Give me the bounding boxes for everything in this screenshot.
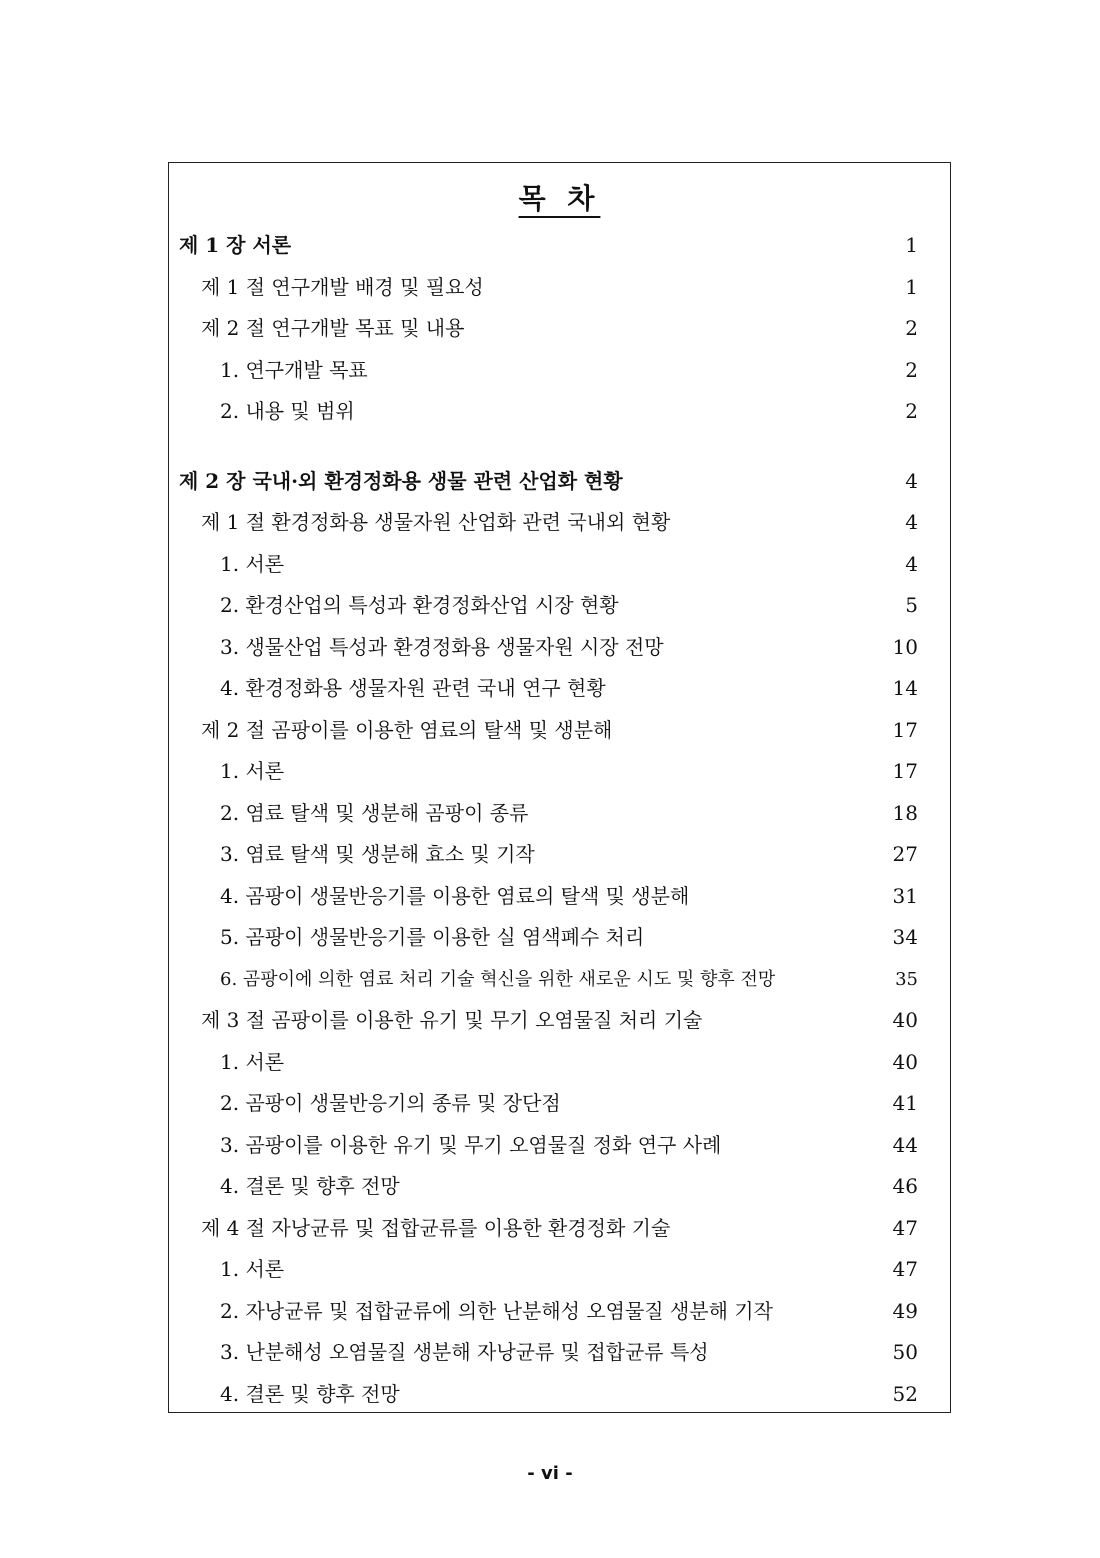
toc-entry-page: 31 [892, 883, 918, 908]
toc-entry-text: 제 3 절 곰팡이를 이용한 유기 및 무기 오염물질 처리 기술 [201, 1008, 703, 1032]
toc-entry-text: 1. 연구개발 목표 [220, 357, 368, 382]
toc-entry-page: 17 [892, 717, 918, 742]
toc-entry-text: 2. 곰팡이 생물반응기의 종류 및 장단점 [220, 1091, 561, 1115]
toc-entry-item[interactable] [169, 391, 950, 433]
toc-entry-page: 34 [892, 925, 918, 949]
toc-entry-item[interactable] [169, 585, 950, 627]
toc-entry-item[interactable] [169, 350, 950, 392]
toc-entry-text: 1. 서론 [220, 1257, 285, 1281]
toc-entry-item[interactable] [169, 1042, 950, 1084]
toc-entry-page: 46 [892, 1174, 918, 1198]
toc-entry-text: 2. 내용 및 범위 [220, 399, 355, 423]
toc-entry-text: 제 2 장 국내·외 환경정화용 생물 관련 산업화 현황 [179, 468, 623, 493]
toc-entry-chapter[interactable] [169, 225, 950, 267]
toc-entry-section[interactable] [169, 1000, 950, 1042]
toc-entry-text: 4. 결론 및 향후 전망 [220, 1381, 400, 1406]
toc-entry-text: 제 4 절 자낭균류 및 접합균류를 이용한 환경정화 기술 [201, 1215, 671, 1240]
toc-entry-page: 1 [905, 233, 918, 257]
toc-entry-page: 49 [892, 1298, 918, 1323]
toc-entry-item[interactable] [169, 627, 950, 669]
toc-entry-page: 5 [905, 593, 918, 617]
toc-entry-item[interactable] [169, 876, 950, 918]
toc-entry-section[interactable] [169, 1208, 950, 1250]
toc-entry-text: 제 2 절 연구개발 목표 및 내용 [201, 316, 465, 340]
toc-entry-section[interactable] [169, 308, 950, 350]
toc-entry-text: 3. 생물산업 특성과 환경정화용 생물자원 시장 전망 [220, 634, 664, 659]
toc-entry-item[interactable] [169, 834, 950, 876]
toc-entry-item[interactable] [169, 1166, 950, 1208]
toc-entry-text: 제 1 절 연구개발 배경 및 필요성 [201, 274, 484, 299]
toc-entry-item[interactable] [169, 544, 950, 586]
toc-entry-page: 4 [905, 468, 918, 493]
toc-entry-section[interactable] [169, 267, 950, 309]
toc-entry-page: 2 [905, 399, 918, 423]
toc-entry-page: 17 [892, 759, 918, 783]
toc-entry-text: 2. 염료 탈색 및 생분해 곰팡이 종류 [220, 800, 529, 825]
toc-entry-text: 4. 곰팡이 생물반응기를 이용한 염료의 탈색 및 생분해 [220, 883, 690, 908]
toc-entry-page: 2 [905, 316, 918, 340]
toc-entry-page: 41 [892, 1091, 918, 1115]
toc-entry-text: 4. 환경정화용 생물자원 관련 국내 연구 현황 [220, 676, 606, 700]
toc-entry-item[interactable] [169, 959, 950, 1001]
toc-entry-text: 3. 염료 탈색 및 생분해 효소 및 기작 [220, 842, 535, 866]
toc-entry-item[interactable] [169, 1374, 950, 1416]
toc-entry-text: 제 2 절 곰팡이를 이용한 염료의 탈색 및 생분해 [201, 717, 613, 742]
toc-entry-page: 14 [892, 676, 918, 700]
toc-entry-item[interactable] [169, 1125, 950, 1167]
toc-title: 목 차 [518, 182, 601, 215]
toc-entry-item[interactable] [169, 917, 950, 959]
toc-entry-page: 40 [892, 1008, 918, 1032]
toc-entry-page: 18 [892, 800, 918, 825]
toc-entry-page: 52 [892, 1381, 918, 1406]
toc-entry-item[interactable] [169, 668, 950, 710]
toc-entry-page: 27 [892, 842, 918, 866]
toc-entry-text: 6. 곰팡이에 의한 염료 처리 기술 혁신을 위한 새로운 시도 및 향후 전망 [220, 968, 776, 990]
toc-entry-page: 50 [892, 1340, 918, 1364]
toc-entry-text: 1. 서론 [220, 1049, 285, 1074]
toc-entry-page: 4 [905, 510, 918, 534]
toc-entry-text: 제 1 절 환경정화용 생물자원 산업화 관련 국내외 현황 [201, 510, 671, 534]
toc-entry-page: 4 [905, 551, 918, 576]
toc-entry-page: 40 [892, 1049, 918, 1074]
toc-entry-item[interactable] [169, 1083, 950, 1125]
toc-entry-chapter[interactable] [169, 461, 950, 503]
toc-entry-section[interactable] [169, 502, 950, 544]
toc-entry-text: 5. 곰팡이 생물반응기를 이용한 실 염색폐수 처리 [220, 925, 645, 949]
toc-entry-page: 47 [892, 1215, 918, 1240]
toc-entry-text: 제 1 장 서론 [179, 233, 292, 257]
toc-entry-page: 10 [892, 634, 918, 659]
toc-entry-text: 1. 서론 [220, 551, 285, 576]
toc-entry-item[interactable] [169, 751, 950, 793]
toc-entry-page: 47 [892, 1257, 918, 1281]
table-of-contents [168, 162, 951, 1413]
toc-entry-page: 2 [905, 357, 918, 382]
toc-list [169, 225, 950, 1415]
toc-entry-item[interactable] [169, 1332, 950, 1374]
toc-entry-section[interactable] [169, 710, 950, 752]
toc-entry-page: 44 [892, 1132, 918, 1157]
toc-entry-item[interactable] [169, 793, 950, 835]
toc-entry-text: 1. 서론 [220, 759, 285, 783]
toc-entry-page: 1 [905, 274, 918, 299]
toc-entry-text: 3. 난분해성 오염물질 생분해 자낭균류 및 접합균류 특성 [220, 1340, 709, 1364]
toc-entry-text: 2. 환경산업의 특성과 환경정화산업 시장 현황 [220, 593, 619, 617]
toc-entry-text: 4. 결론 및 향후 전망 [220, 1174, 400, 1198]
toc-entry-item[interactable] [169, 1249, 950, 1291]
toc-entry-text: 2. 자낭균류 및 접합균류에 의한 난분해성 오염물질 생분해 기작 [220, 1298, 773, 1323]
toc-entry-page: 35 [895, 968, 918, 990]
page-number: - vi - [527, 1463, 573, 1484]
toc-entry-text: 3. 곰팡이를 이용한 유기 및 무기 오염물질 정화 연구 사례 [220, 1132, 722, 1157]
toc-entry-item[interactable] [169, 1291, 950, 1333]
